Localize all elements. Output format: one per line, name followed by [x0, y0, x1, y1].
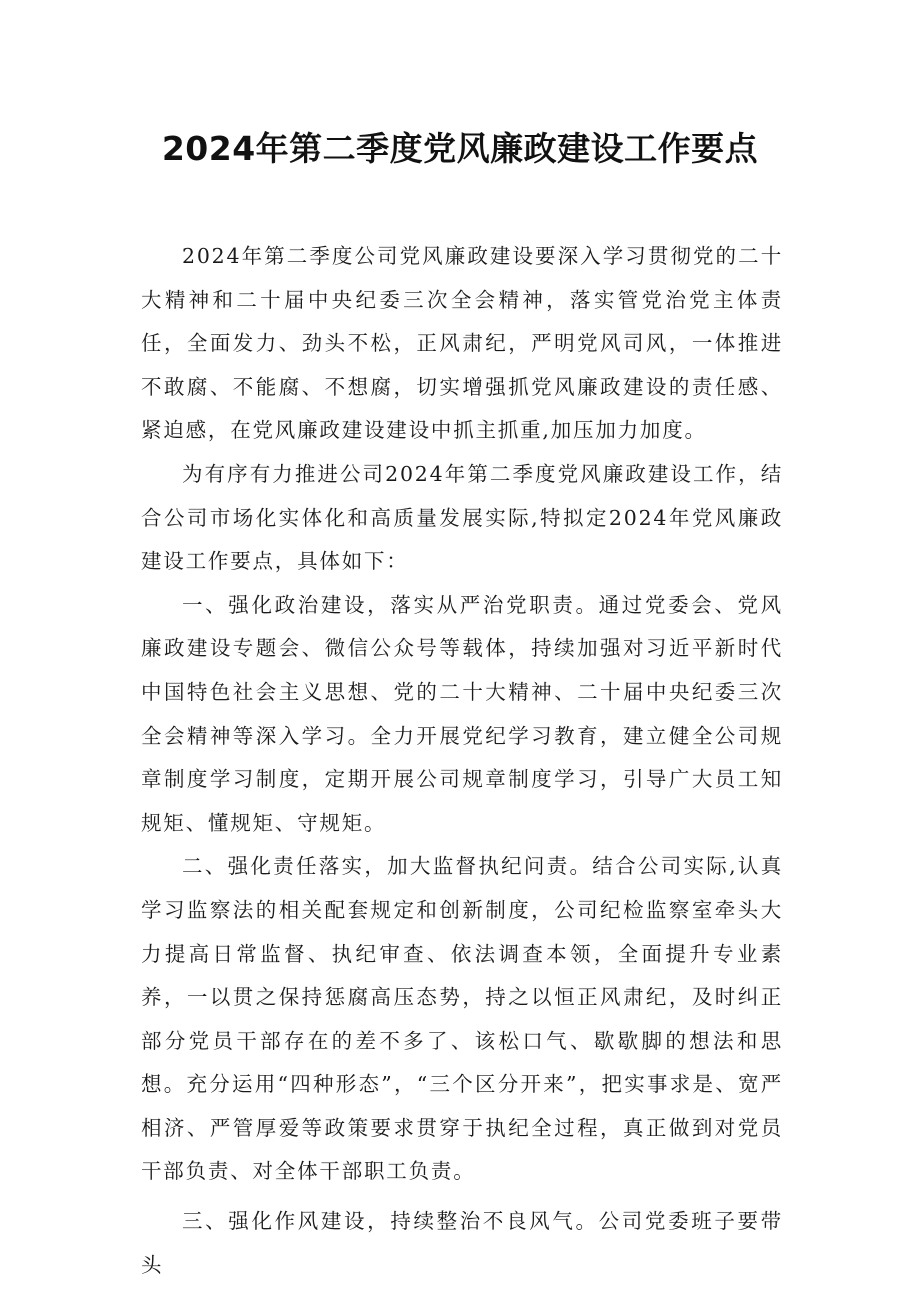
document-body — [141, 235, 783, 1287]
paragraph-intro: 2024年第二季度公司党风廉政建设要深入学习贯彻党的二十大精神和二十届中央纪委三次全会精神，落实管党治党主体责任，全面发力、劲头不松，正风肃纪，严明党风司风，一体推进不敢腐、不能腐、不想腐，切实增强抓党风廉政建设的责任感、紧迫感，在党风廉政建设建设中抓主抓重,加压加力加度。 — [141, 244, 783, 443]
paragraph-section-2: 二、强化责任落实，加大监督执纪问责。结合公司实际,认真学习监察法的相关配套规定和创新制度，公司纪检监察室牵头大力提高日常监督、执纪审查、依法调查本领，全面提升专业素养，一以贯之保持惩腐高压态势，持之以恒正风肃纪，及时纠正部分党员干部存在的差不多了、该松口气、歇歇脚的想法和思想。充分运用“四种形态”，“三个区分开来”，把实事求是、宽严相济、严管厚爱等政策要求贯穿于执纪全过程，真正做到对党员干部负责、对全体干部职工负责。 — [141, 854, 783, 1184]
paragraph-purpose: 为有序有力推进公司2024年第二季度党风廉政建设工作，结合公司市场化实体化和高质量发展实际,特拟定2024年党风廉政建设工作要点，具体如下： — [141, 461, 783, 574]
paragraph-section-1: 一、强化政治建设，落实从严治党职责。通过党委会、党风廉政建设专题会、微信公众号等载体，持续加强对习近平新时代中国特色社会主义思想、党的二十大精神、二十届中央纪委三次全会精神等深入学习。全力开展党纪学习教育，建立健全公司规章制度学习制度，定期开展公司规章制度学习，引导广大员工知规矩、懂规矩、守规矩。 — [141, 592, 783, 835]
paragraph-section-3: 三、强化作风建设，持续整治不良风气。公司党委班子要带头 — [141, 1209, 783, 1277]
document-title: 2024年第二季度党风廉政建设工作要点 — [161, 129, 759, 168]
